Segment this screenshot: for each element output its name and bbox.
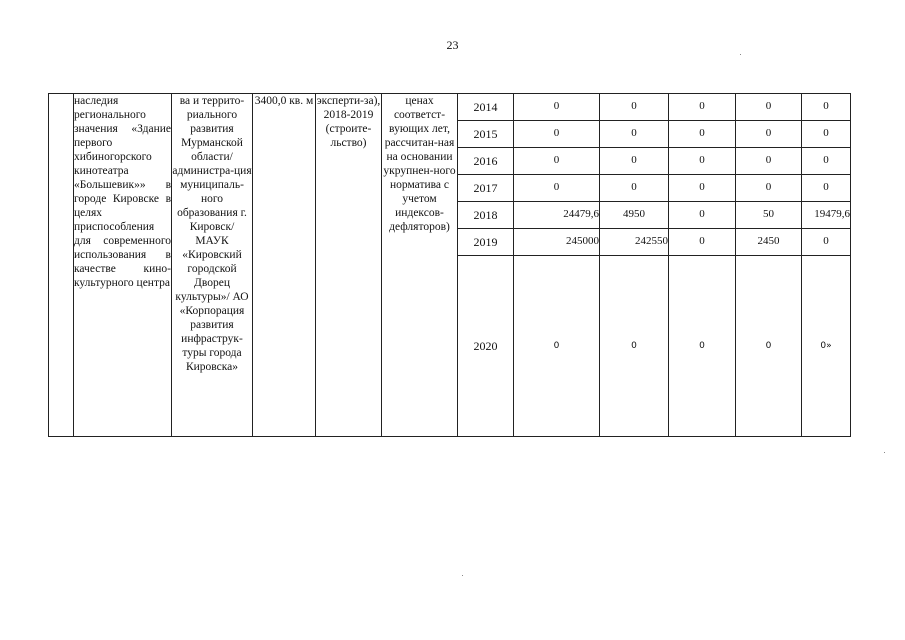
value-cell: 0 (669, 94, 736, 121)
value-cell: 0 (669, 148, 736, 175)
total-cell: 0 (514, 121, 600, 148)
value-cell: 0 (600, 256, 669, 437)
value-cell: 0 (669, 175, 736, 202)
stage-cell: эксперти-за), 2018-2019 (строите-льство) (316, 94, 382, 437)
value-cell: 0 (600, 148, 669, 175)
value-cell: 0» (802, 256, 851, 437)
year-cell: 2015 (458, 121, 514, 148)
table-row (49, 94, 851, 121)
page-number: 23 (446, 38, 459, 52)
value-cell: 0 (669, 256, 736, 437)
value-cell: 19479,6 (802, 202, 851, 229)
total-cell: 0 (514, 94, 600, 121)
value-cell: 0 (802, 121, 851, 148)
executors-cell: ва и террито-риального развития Мурманской области/ администра-ция муниципаль-ного образования г. Кировск/ МАУК «Кировский городской Дворец культуры»/ АО «Корпорация развития инфраструк-туры города Кировска» (172, 94, 253, 437)
value-cell: 0 (736, 121, 802, 148)
value-cell: 0 (669, 202, 736, 229)
year-cell: 2017 (458, 175, 514, 202)
row-number-cell (49, 94, 74, 437)
scan-speck (462, 575, 463, 576)
program-table (48, 93, 851, 437)
value-cell: 0 (802, 175, 851, 202)
total-cell: 0 (514, 148, 600, 175)
value-cell: 0 (669, 121, 736, 148)
total-cell: 0 (514, 175, 600, 202)
year-cell: 2014 (458, 94, 514, 121)
value-cell: 4950 (600, 202, 669, 229)
value-cell: 0 (802, 229, 851, 256)
value-cell: 0 (736, 94, 802, 121)
scan-speck (740, 54, 741, 55)
capacity-cell: 3400,0 кв. м (253, 94, 316, 437)
value-cell: 0 (600, 121, 669, 148)
total-cell: 0 (514, 256, 600, 437)
total-cell: 245000 (514, 229, 600, 256)
year-cell: 2019 (458, 229, 514, 256)
value-cell: 0 (802, 148, 851, 175)
year-cell: 2018 (458, 202, 514, 229)
year-cell: 2020 (458, 256, 514, 437)
value-cell: 2450 (736, 229, 802, 256)
scan-speck (884, 452, 885, 453)
value-cell: 0 (736, 256, 802, 437)
value-cell: 50 (736, 202, 802, 229)
object-name-cell: наследия регионального значения «Здание первого хибиногорского кинотеатра «Большевик»» в городе Кировске в целях приспособления для современного использования в качестве кино-культурного центра (74, 94, 172, 437)
value-cell: 0 (736, 148, 802, 175)
total-cell: 24479,6 (514, 202, 600, 229)
value-cell: 0 (600, 94, 669, 121)
cost-basis-cell: ценах соответст-вующих лет, рассчитан-ная на основании укрупнен-ного норматива с учетом индексов-дефляторов) (382, 94, 458, 437)
value-cell: 0 (802, 94, 851, 121)
value-cell: 242550 (600, 229, 669, 256)
year-cell: 2016 (458, 148, 514, 175)
value-cell: 0 (669, 229, 736, 256)
value-cell: 0 (736, 175, 802, 202)
value-cell: 0 (600, 175, 669, 202)
